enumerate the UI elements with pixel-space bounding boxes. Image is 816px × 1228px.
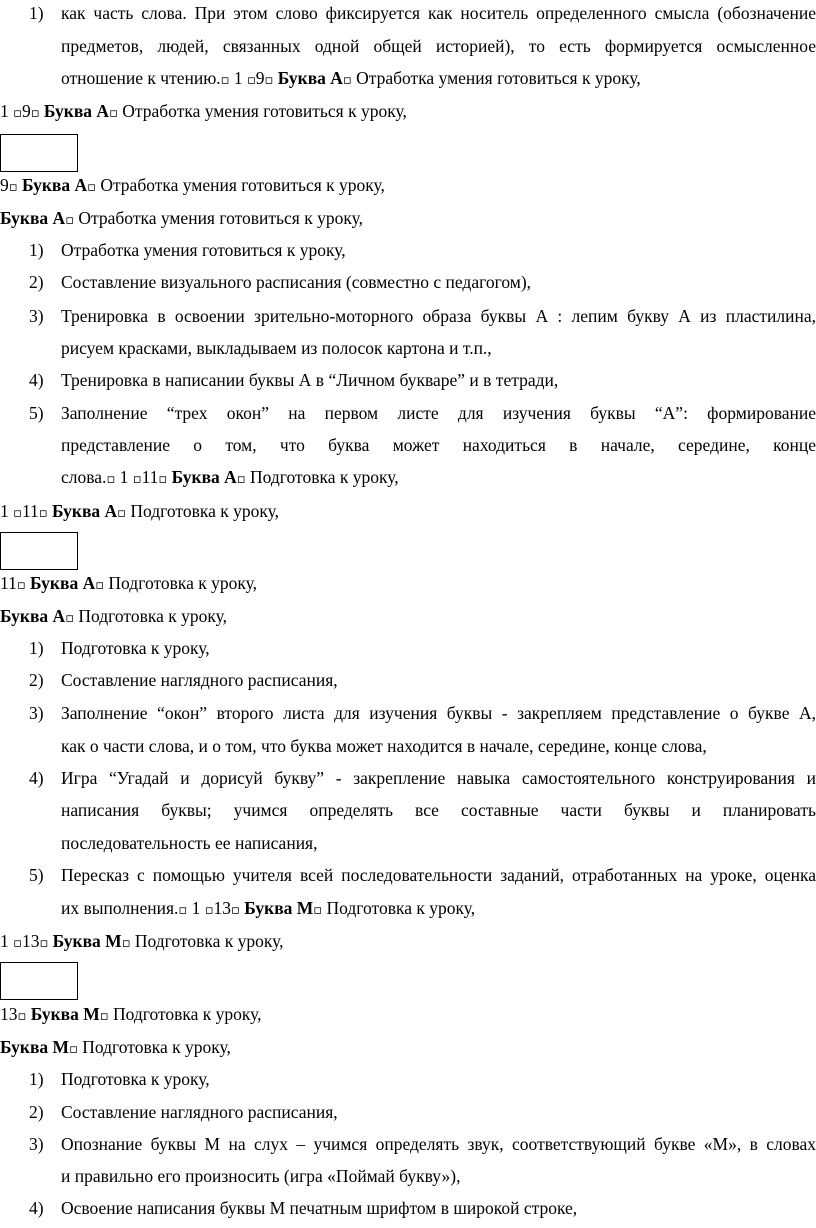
list-number: 2): [29, 670, 44, 690]
empty-frame: [0, 962, 78, 1000]
paragraph-line: [61, 67, 641, 91]
paragraph-line: как часть слова. При этом слово фиксируется как носитель определенного смысла (обозначение: [61, 3, 816, 23]
text-fragment: 13: [213, 898, 232, 918]
missing-glyph-icon: ▫: [246, 73, 256, 88]
list-number: 4): [29, 1198, 44, 1218]
lesson-title: Буква М: [0, 1037, 70, 1057]
text-fragment: Подготовка к уроку,: [130, 931, 284, 951]
paragraph-line: [0, 100, 407, 124]
text-fragment: 1: [229, 68, 247, 88]
list-number: 1): [29, 1069, 44, 1089]
lesson-title: Буква А: [21, 175, 88, 195]
paragraph-line: предметов, людей, связанных одной общей историей), то есть формируется осмысленное: [61, 36, 816, 56]
missing-glyph-icon: ▫: [13, 936, 22, 951]
list-item: Игра “Угадай и дорисуй букву” - закрепление навыка самостоятельного конструирования и: [61, 768, 816, 788]
paragraph-line: [0, 500, 279, 524]
paragraph-line: [0, 605, 227, 629]
paragraph-line: [0, 1003, 262, 1027]
missing-glyph-icon: ▫: [231, 903, 240, 918]
paragraph-line: [0, 1036, 231, 1060]
missing-glyph-icon: ▫: [106, 472, 116, 487]
list-item: Составление наглядного расписания,: [61, 670, 338, 690]
lesson-title: Буква А: [171, 467, 237, 487]
missing-glyph-icon: ▫: [109, 106, 118, 121]
list-item-continuation: и правильно его произносить (игра «Поймай букву»),: [61, 1166, 461, 1186]
lesson-title: Буква М: [52, 931, 122, 951]
list-number: 4): [29, 370, 44, 390]
list-number: 1): [29, 638, 44, 658]
missing-glyph-icon: ▫: [220, 73, 230, 88]
lesson-title: Буква А: [277, 68, 343, 88]
lesson-title: Буква А: [30, 573, 96, 593]
missing-glyph-icon: ▫: [121, 936, 131, 951]
list-number: 5): [29, 403, 44, 423]
text-fragment: 11: [0, 573, 17, 593]
empty-frame: [0, 134, 78, 172]
list-number: 3): [29, 306, 44, 326]
missing-glyph-icon: ▫: [39, 936, 49, 951]
text-fragment: 9: [21, 101, 31, 121]
missing-glyph-icon: ▫: [16, 578, 26, 593]
missing-glyph-icon: ▫: [8, 180, 18, 195]
list-number: 1): [29, 3, 44, 23]
missing-glyph-icon: ▫: [99, 1009, 109, 1024]
list-item: Тренировка в освоении зрительно-моторного образа буквы А : лепим букву А из пластилина,: [61, 306, 816, 326]
list-number: 5): [29, 865, 44, 885]
text-fragment: 11: [141, 467, 159, 487]
text-fragment: 1: [187, 898, 205, 918]
missing-glyph-icon: ▫: [158, 472, 168, 487]
list-number: 1): [29, 240, 44, 260]
missing-glyph-icon: ▫: [132, 472, 142, 487]
missing-glyph-icon: ▫: [204, 903, 214, 918]
list-item: Составление наглядного расписания,: [61, 1102, 338, 1122]
text-fragment: 13: [0, 1004, 18, 1024]
missing-glyph-icon: ▫: [65, 611, 74, 626]
list-item: Подготовка к уроку,: [61, 1069, 210, 1089]
text-fragment: Подготовка к уроку,: [74, 606, 227, 626]
lesson-title: Буква М: [244, 898, 314, 918]
paragraph-line: [0, 572, 257, 596]
list-item-continuation: как о части слова, и о том, что буква может находится в начале, середине, конце слова,: [61, 736, 707, 756]
missing-glyph-icon: ▫: [87, 180, 96, 195]
text-fragment: 1: [115, 467, 133, 487]
list-item: Тренировка в написании буквы А в “Личном букваре” и в тетради,: [61, 370, 559, 390]
text-fragment: 11: [21, 501, 39, 521]
list-number: 4): [29, 768, 44, 788]
missing-glyph-icon: ▫: [69, 1042, 78, 1057]
list-number: 3): [29, 703, 44, 723]
list-item: Заполнение “окон” второго листа для изучения буквы - закрепляем представление о букве А,: [61, 703, 816, 723]
list-item-continuation: [61, 466, 399, 490]
list-item-continuation: рисуем красками, выкладываем из полосок картона и т.п.,: [61, 338, 492, 358]
text-fragment: Подготовка к уроку,: [322, 898, 476, 918]
list-number: 2): [29, 1102, 44, 1122]
missing-glyph-icon: ▫: [17, 1009, 27, 1024]
list-item: Освоение написания буквы М печатным шрифтом в широкой строке,: [61, 1198, 578, 1218]
lesson-title: Буква М: [30, 1004, 100, 1024]
list-item: Опознание буквы М на слух – учимся определять звук, соответствующий букве «М», в словах: [61, 1134, 816, 1154]
missing-glyph-icon: ▫: [95, 578, 105, 593]
missing-glyph-icon: ▫: [13, 106, 22, 121]
missing-glyph-icon: ▫: [264, 73, 274, 88]
lesson-title: Буква А: [51, 501, 118, 521]
list-item-continuation: [61, 897, 475, 921]
list-item-continuation: последовательность ее написания,: [61, 833, 318, 853]
text-fragment: Подготовка к уроку,: [104, 573, 258, 593]
missing-glyph-icon: ▫: [236, 472, 246, 487]
list-item-continuation: написания буквы; учимся определять все составные части буквы и планировать: [61, 800, 816, 820]
text-fragment: слова.: [61, 467, 107, 487]
list-item: Пересказ с помощью учителя всей последовательности заданий, отработанных на уроке, оценка: [61, 865, 816, 885]
missing-glyph-icon: ▫: [38, 506, 48, 521]
list-item-continuation: представление о том, что буква может находиться в начале, середине, конце: [61, 435, 816, 455]
missing-glyph-icon: ▫: [117, 506, 126, 521]
text-fragment: 13: [21, 931, 40, 951]
list-item: Заполнение “трех окон” на первом листе для изучения буквы “А”: формирование: [61, 403, 816, 423]
paragraph-line: [0, 930, 284, 954]
missing-glyph-icon: ▫: [65, 213, 74, 228]
paragraph-line: [0, 174, 385, 198]
text-fragment: Подготовка к уроку,: [125, 501, 279, 521]
missing-glyph-icon: ▫: [13, 506, 22, 521]
list-item: Подготовка к уроку,: [61, 638, 210, 658]
text-fragment: 9: [255, 68, 265, 88]
text-fragment: Подготовка к уроку,: [77, 1037, 231, 1057]
lesson-title: Буква А: [0, 208, 66, 228]
missing-glyph-icon: ▫: [178, 903, 188, 918]
paragraph-line: [0, 207, 363, 231]
text-fragment: 1: [0, 101, 14, 121]
missing-glyph-icon: ▫: [313, 903, 323, 918]
text-fragment: Отработка умения готовиться к уроку,: [117, 101, 407, 121]
text-fragment: 1: [0, 501, 14, 521]
text-fragment: 1: [0, 931, 14, 951]
text-fragment: Отработка умения готовиться к уроку,: [74, 208, 363, 228]
text-fragment: Подготовка к уроку,: [108, 1004, 262, 1024]
lesson-title: Буква А: [43, 101, 110, 121]
text-fragment: Отработка умения готовиться к уроку,: [95, 175, 385, 195]
list-number: 3): [29, 1134, 44, 1154]
list-number: 2): [29, 272, 44, 292]
text-fragment: Подготовка к уроку,: [245, 467, 399, 487]
list-item: Отработка умения готовиться к уроку,: [61, 240, 346, 260]
text-fragment: отношение к чтению.: [61, 68, 221, 88]
text-fragment: 9: [0, 175, 9, 195]
text-fragment: их выполнения.: [61, 898, 179, 918]
missing-glyph-icon: ▫: [342, 73, 352, 88]
lesson-title: Буква А: [0, 606, 66, 626]
missing-glyph-icon: ▫: [30, 106, 40, 121]
text-fragment: Отработка умения готовиться к уроку,: [351, 68, 641, 88]
list-item: Составление визуального расписания (совместно с педагогом),: [61, 272, 532, 292]
empty-frame: [0, 532, 78, 570]
